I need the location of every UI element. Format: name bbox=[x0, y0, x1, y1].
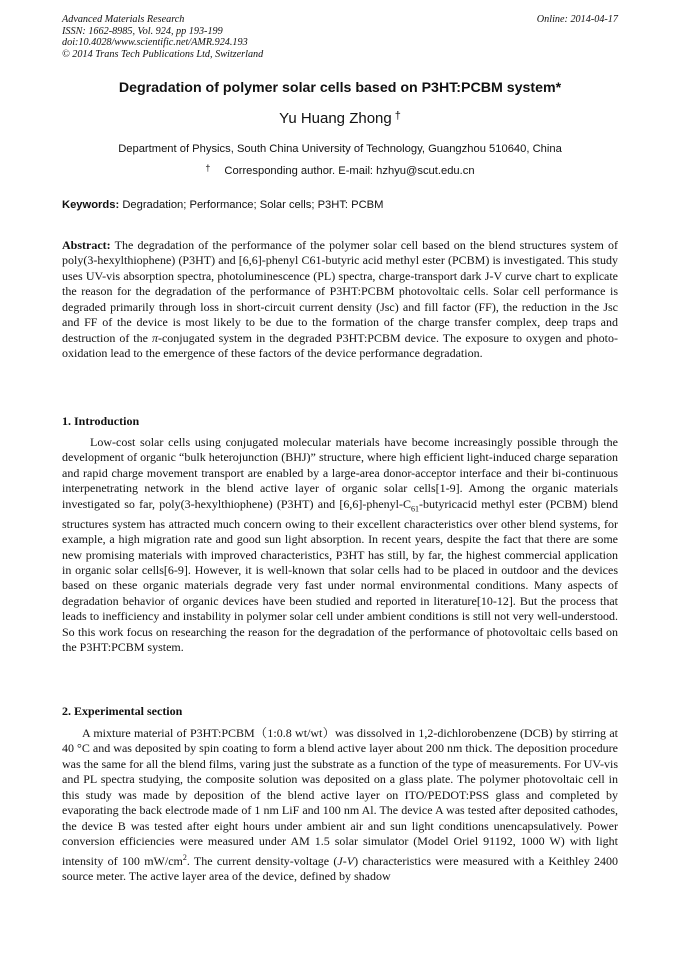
introduction-paragraph bbox=[62, 435, 618, 656]
journal-header bbox=[62, 14, 618, 60]
corresponding-author bbox=[62, 163, 618, 177]
author-name: Yu Huang Zhong bbox=[279, 110, 392, 127]
abstract bbox=[62, 238, 618, 362]
abstract-label: Abstract: bbox=[62, 238, 111, 252]
exp-text-1: A mixture material of P3HT:PCBM（1:0.8 wt/wt）was dissolved in 1,2-dichlorobenzene (DCB) by stirring at 40 °C and was deposited by spin coating to form a blend active layer about 200 nm thick. The deposition procedure was the same for all the blend films, varing just the substrate as a function of the type of measurements. For UV-vis and PL spectra studying, the composite solution was deposited on a glass plate. The polymer photovoltaic cell in this study was made by deposition of the blend active layer on ITO/PEDOT:PSS glass and completed by evaporating the back electrode made of 1 nm LiF and 100 nm Al. The device A was tested after deposited cathodes, the device B was tested after eight hours under ambient air and sun light conditions unencapsulatively. Power conversion efficiencies were measured under AM 1.5 solar simulator (Model Oriel 91192, 1000 W) with light intensity of 100 mW/cm bbox=[62, 726, 618, 868]
exp-text-3: ) characteristics were measured with a Keithley 2400 source meter. The active layer area of the device, defined by shadow bbox=[62, 853, 618, 884]
intro-text-2: -butyricacid methyl ester (PCBM) blend structures system has attracted much concern owing to their excellent characteristics over other blend systems, for example, a high migration rate and good sun light absorption. In recent years, despite the fact that there are some new promising materials with improved characteristics, P3HT has still, by far, the highest commercial application in organic solar cells[6-9]. However, it is well-known that solar cells had to be placed in outdoor and the devices based on these organic materials degrade very fast under normal environmental conditions. Many aspects of degradation behavior of organic devices have been studied and reported in literature[10-12]. But the process that leads to inefficiency and instability in polymer solar cell under ambient conditions is still not very well-understood. So this work focus on researching the reason for the degradation of the performance of photovoltaic cells based on the P3HT:PCBM system. bbox=[62, 496, 618, 655]
online-date: Online: 2014-04-17 bbox=[536, 14, 618, 25]
section-heading-introduction: 1. Introduction bbox=[62, 414, 140, 428]
jv-italic: J-V bbox=[337, 853, 355, 868]
journal-name: Advanced Materials Research bbox=[62, 14, 185, 25]
abstract-text-2: -conjugated system in the degraded P3HT:PCBM device. The exposure to oxygen and photo-oxidation lead to the emergence of these factors of the device performance degradation. bbox=[62, 330, 618, 361]
corresponding-text: Corresponding author. E-mail: hzhyu@scut.edu.cn bbox=[224, 165, 475, 177]
experimental-paragraph bbox=[62, 726, 618, 885]
paper-title: Degradation of polymer solar cells based on P3HT:PCBM system* bbox=[118, 80, 562, 96]
intro-text-1: Low-cost solar cells using conjugated molecular materials have become increasingly possible through the development of organic “bulk heterojunction (BHJ)” structure, where high efficient light-induced charge separation and rapid charge movement transport are enabled by a large-area donor-acceptor interface and their bi-continuous interpenetrating network in the blend active layer of organic solar cells[1-9]. Among the organic materials investigated so far, poly(3-hexylthiophene) (P3HT) and [6,6]-phenyl-C bbox=[62, 435, 618, 511]
doi-line: doi:10.4028/www.scientific.net/AMR.924.193 bbox=[62, 37, 248, 49]
copyright-line: © 2014 Trans Tech Publications Ltd, Switzerland bbox=[62, 48, 264, 60]
keywords bbox=[62, 199, 618, 211]
keywords-label: Keywords: bbox=[62, 199, 120, 211]
pi-symbol: π bbox=[151, 330, 158, 345]
section-heading-experimental: 2. Experimental section bbox=[62, 704, 183, 718]
exp-text-2: . The current density-voltage ( bbox=[186, 853, 338, 868]
intro-subscript: 61 bbox=[411, 504, 419, 514]
exp-superscript: 2 bbox=[182, 852, 187, 862]
abstract-text-1: The degradation of the performance of the polymer solar cell based on the blend structures system of poly(3-hexylthiophene) (P3HT) and [6,6]-phenyl C61-butyric acid methyl ester (PCBM) is investigated. This study uses UV-vis absorption spectra, photoluminescence (PL) spectra, charge-transport dark J-V curve chart to explicate the reason for the degradation of the performance of P3HT:PCBM photovoltaic cells. Solar cell performance is degraded primarily through loss in short-circuit current density (Jsc) and fill factor (FF), the reduction in the Jsc and FF of the device is most likely to be due to the formation of the charge transfer complex, deep traps and destruction of the bbox=[62, 238, 618, 345]
author-dagger: † bbox=[394, 110, 401, 122]
keywords-text: Degradation; Performance; Solar cells; P3HT: PCBM bbox=[122, 199, 384, 211]
issn-line: ISSN: 1662-8985, Vol. 924, pp 193-199 bbox=[62, 25, 223, 37]
corresponding-dagger: † bbox=[205, 163, 211, 173]
author-line bbox=[62, 110, 618, 127]
affiliation: Department of Physics, South China University of Technology, Guangzhou 510640, China bbox=[118, 143, 562, 155]
